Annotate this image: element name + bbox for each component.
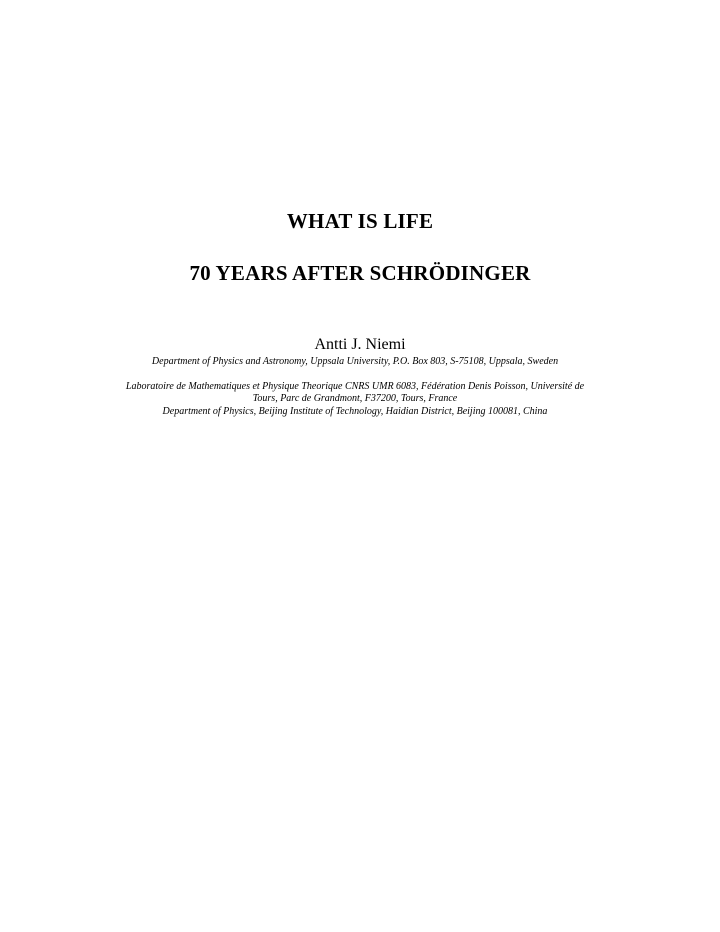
paper-title: WHAT IS LIFE bbox=[286, 209, 434, 233]
paper-subtitle: 70 YEARS AFTER SCHRÖDINGER bbox=[189, 261, 531, 285]
author-name: Antti J. Niemi bbox=[314, 336, 406, 353]
affiliation-beijing: Department of Physics, Beijing Institute of Technology, Haidian District, Beijing 100081, China bbox=[162, 406, 548, 417]
affiliation-tours: Laboratoire de Mathematiques et Physique Theorique CNRS UMR 6083, Fédération Denis Poisson, Université de Tours, Parc de Grandmont, F37200, Tours, France bbox=[125, 381, 585, 404]
affiliation-uppsala: Department of Physics and Astronomy, Uppsala University, P.O. Box 803, S-75108, Uppsala, Sweden bbox=[151, 356, 559, 367]
